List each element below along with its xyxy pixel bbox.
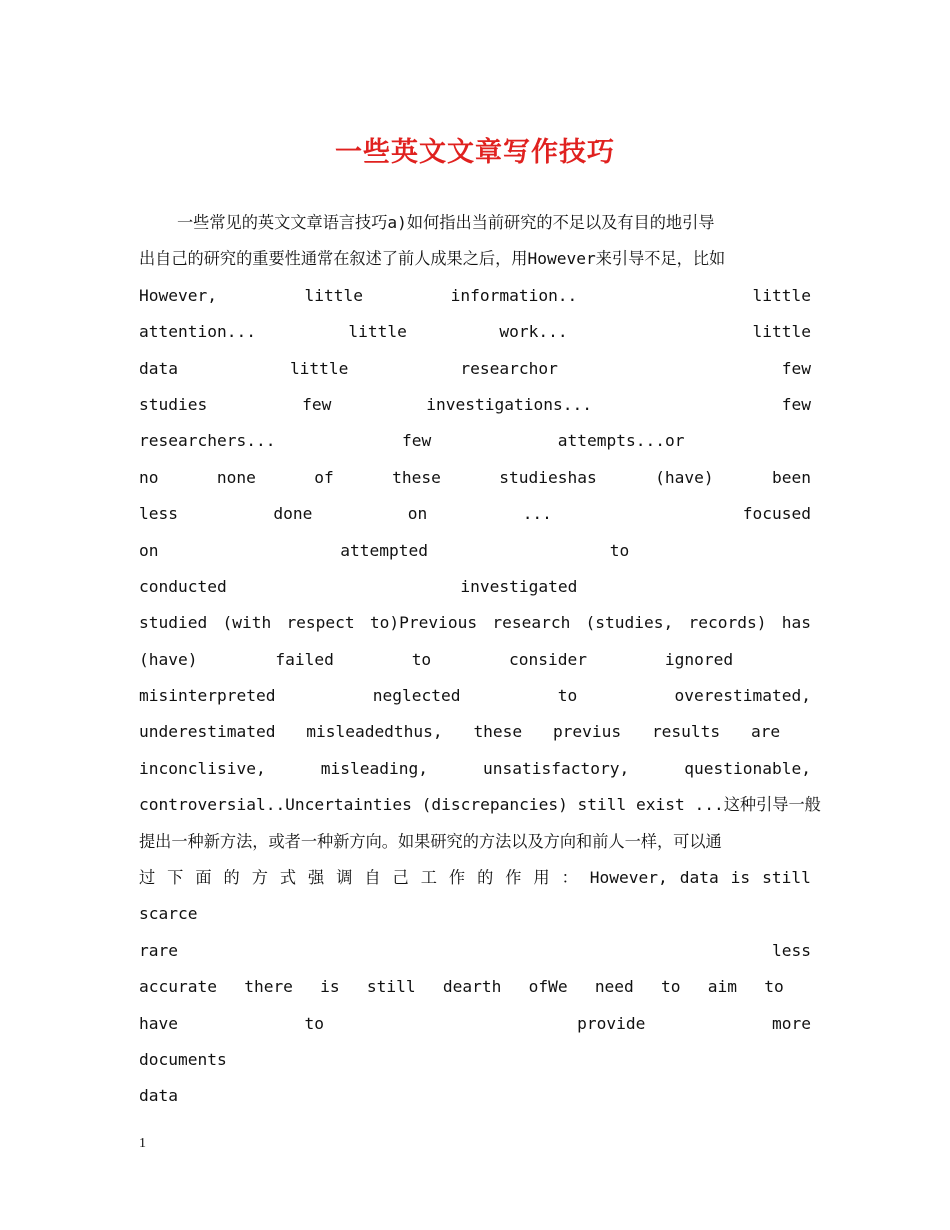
text-line xyxy=(139,605,811,641)
text-word: few xyxy=(781,358,811,378)
text-word: However, xyxy=(139,285,217,305)
text-word: attempted xyxy=(340,540,428,560)
text-word: dearth xyxy=(442,977,502,997)
text-word: 强 xyxy=(308,868,325,888)
text-word: aim xyxy=(707,977,738,997)
text-word: researchor xyxy=(460,358,558,378)
text-word: are xyxy=(750,722,781,742)
text-word: investigated xyxy=(460,576,578,596)
text-word: little xyxy=(304,285,364,305)
page-title: 一些英文文章写作技巧 xyxy=(335,137,615,168)
text-word: to xyxy=(411,649,432,669)
text-line xyxy=(139,896,811,932)
text-line xyxy=(139,205,811,241)
text-word: neglected xyxy=(372,686,461,706)
text-line xyxy=(139,714,811,750)
text-word: misleadedthus, xyxy=(306,722,443,742)
text-line xyxy=(139,642,811,678)
text-word: inconclisive, xyxy=(139,758,266,778)
text-word: (have) xyxy=(139,649,198,669)
text-word: provide xyxy=(577,1013,646,1033)
text-word: these xyxy=(392,467,441,487)
text-line xyxy=(139,569,811,605)
text-word: data xyxy=(139,358,178,378)
text-line xyxy=(139,933,811,969)
text-word: on xyxy=(139,540,159,560)
text-word: to xyxy=(609,540,630,560)
text-word: investigations... xyxy=(426,394,592,414)
text-word: unsatisfactory, xyxy=(483,758,630,778)
text-word: work... xyxy=(499,322,568,342)
text-word: 方 xyxy=(251,868,268,888)
text-word: 调 xyxy=(336,868,353,888)
text-word: failed xyxy=(275,649,334,669)
text-word: ： xyxy=(561,868,578,888)
text-word: researchers... xyxy=(139,431,276,451)
text-word: information.. xyxy=(450,285,578,305)
text-word: done xyxy=(273,504,313,524)
text-word: 下 xyxy=(167,868,184,888)
text-word: previus xyxy=(552,722,622,742)
text-line xyxy=(139,460,811,496)
text-word: few xyxy=(401,431,432,451)
text-word: ignored xyxy=(664,649,734,669)
text-line xyxy=(139,1078,811,1114)
text-word: on xyxy=(407,504,428,524)
text-word: have xyxy=(139,1013,178,1033)
text-word: 用 xyxy=(533,868,550,888)
text-word: less xyxy=(772,940,811,960)
text-word: 自 xyxy=(364,868,381,888)
text-word: to)Previous xyxy=(369,613,478,633)
text-word: few xyxy=(781,394,811,414)
text-line xyxy=(139,860,811,896)
text-word: none xyxy=(216,467,256,487)
text-word: 己 xyxy=(392,868,409,888)
text-word: results xyxy=(651,722,721,742)
text-word: of xyxy=(314,467,334,487)
text-word: documents xyxy=(139,1049,227,1069)
text-word: (have) xyxy=(655,467,714,487)
text-word: 提出一种新方法，或者一种新方向。如果研究的方法以及方向和前人一样，可以通 xyxy=(139,831,722,851)
text-line xyxy=(139,678,811,714)
text-word: records) xyxy=(688,613,767,633)
text-word: 式 xyxy=(279,868,297,888)
text-word: misinterpreted xyxy=(139,686,276,706)
text-word: questionable, xyxy=(684,758,811,778)
text-word: 出自己的研究的重要性通常在叙述了前人成果之后，用However来引导不足，比如 xyxy=(139,249,726,269)
page-number: 1 xyxy=(139,1136,146,1151)
text-word: still xyxy=(762,868,811,888)
text-word: to xyxy=(764,977,784,997)
text-word: is xyxy=(730,868,751,888)
text-word: (with xyxy=(222,613,272,633)
text-word: consider xyxy=(509,649,588,669)
text-word: little xyxy=(348,322,407,342)
text-word: these xyxy=(473,722,523,742)
text-line xyxy=(139,496,811,532)
text-line xyxy=(139,387,811,423)
text-word: little xyxy=(289,358,349,378)
text-word: controversial..Uncertainties (discrepancies) still exist ...这种引导一般 xyxy=(139,795,821,815)
text-word: underestimated xyxy=(139,722,276,742)
text-word: still xyxy=(366,977,416,997)
text-line xyxy=(139,241,811,277)
text-line xyxy=(139,1042,811,1078)
text-word: few xyxy=(302,394,332,414)
text-word: attempts...or xyxy=(557,431,685,451)
text-word: data xyxy=(139,1086,178,1106)
text-word: research xyxy=(492,613,571,633)
text-word: 过 xyxy=(139,868,156,888)
text-word: conducted xyxy=(139,576,227,596)
text-word: rare xyxy=(139,940,178,960)
text-word: been xyxy=(772,467,811,487)
text-word: has xyxy=(781,613,811,633)
text-word: 面 xyxy=(195,868,212,888)
text-word: 的 xyxy=(223,868,240,888)
text-word: 工 xyxy=(420,868,437,888)
text-word: studied xyxy=(139,613,208,633)
text-line xyxy=(139,751,811,787)
text-line xyxy=(139,533,811,569)
text-word: respect xyxy=(286,613,355,633)
text-word: studies xyxy=(139,394,208,414)
text-line xyxy=(139,787,821,823)
text-word: data xyxy=(679,868,719,888)
text-word: studieshas xyxy=(499,467,597,487)
text-word: to xyxy=(304,1013,325,1033)
text-line xyxy=(139,824,811,860)
text-word: little xyxy=(752,322,811,342)
text-line xyxy=(139,351,811,387)
text-word: scarce xyxy=(139,904,198,924)
text-word: 一些常见的英文文章语言技巧a)如何指出当前研究的不足以及有目的地引导 xyxy=(177,213,715,232)
text-line xyxy=(139,969,811,1005)
text-line xyxy=(139,1006,811,1042)
text-word: 作 xyxy=(448,868,466,888)
text-word: ofWe xyxy=(528,977,568,997)
text-word: ... xyxy=(522,504,552,524)
text-word: need xyxy=(594,977,634,997)
text-word: less xyxy=(139,504,178,524)
text-word: there xyxy=(244,977,293,997)
document-body xyxy=(139,205,821,1115)
text-word: to xyxy=(661,977,681,997)
text-word: no xyxy=(139,467,159,487)
text-word: However, xyxy=(589,868,668,888)
text-word: accurate xyxy=(139,977,217,997)
text-word: focused xyxy=(742,504,811,524)
text-word: overestimated, xyxy=(674,686,811,706)
text-line xyxy=(139,278,811,314)
text-word: misleading, xyxy=(320,758,428,778)
text-word: attention... xyxy=(139,322,256,342)
text-word: 的 xyxy=(477,868,494,888)
text-line xyxy=(139,423,811,459)
text-word: is xyxy=(320,977,340,997)
text-word: 作 xyxy=(505,868,522,888)
text-word: more xyxy=(771,1013,811,1033)
text-word: little xyxy=(752,285,811,305)
text-word: to xyxy=(557,686,578,706)
text-line xyxy=(139,314,811,350)
text-word: (studies, xyxy=(585,613,674,633)
